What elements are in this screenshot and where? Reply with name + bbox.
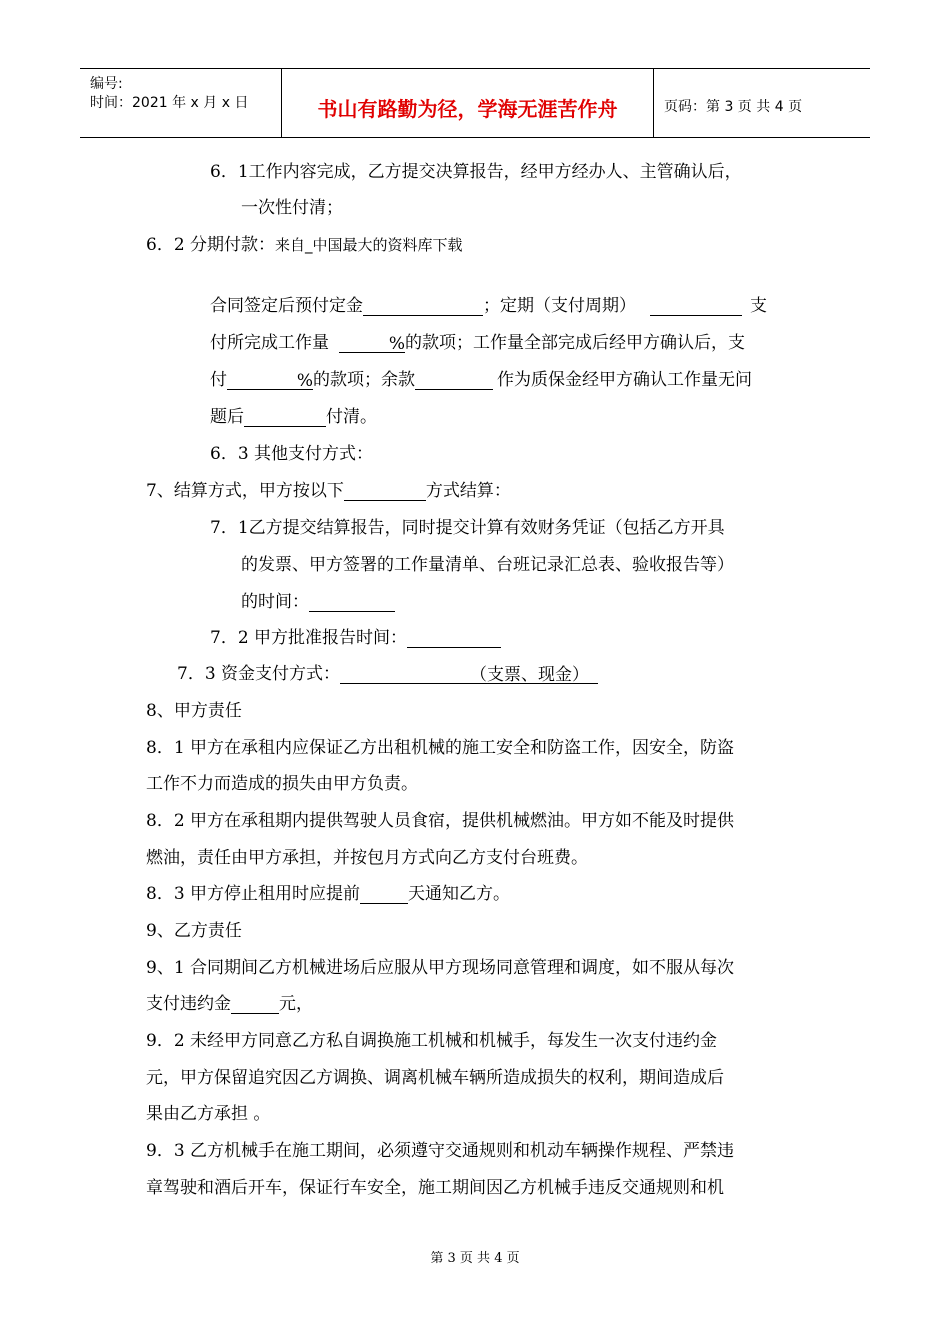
clause-9-3-line-2: 章驾驶和酒后开车，保证行车安全，施工期间因乙方机械手违反交通规则和机 [146,1178,724,1198]
time-blank [309,593,395,612]
penalty-suffix: 元， [279,994,313,1014]
clause-8-3 [146,884,510,904]
clause-7-1-line-2: 的发票、甲方签署的工作量清单、台班记录汇总表、验收报告等） [241,555,734,575]
header-motto-cell [282,69,654,137]
clause-6-2-heading [146,235,463,255]
clause-7-3 [177,664,598,684]
balance-text: 的款项；余款 [313,370,415,390]
settlement-text: 7、结算方式，甲方按以下 [146,481,344,501]
warranty-text: 作为质保金经甲方确认工作量无问 [497,370,752,390]
penalty-text: 支付违约金 [146,994,231,1014]
clause-7-2 [210,628,501,648]
clause-6-1-line-2: 一次性付清； [241,198,343,218]
clause-6-2-line-1 [210,296,767,316]
notice-text: 8．3 甲方停止租用时应提前 [146,884,361,904]
workload-text: 付所完成工作量 [210,333,329,353]
percent-sign: % [388,334,405,354]
clause-6-2-line-3 [210,370,752,390]
clause-9-1-line-2 [146,994,313,1014]
motto-text: 书山有路勤为径，学海无涯苦作舟 [317,97,618,121]
document-number-label: 编号: [90,76,123,92]
clause-8-1-line-2: 工作不力而造成的损失由甲方负责。 [146,774,418,794]
notice-suffix: 天通知乙方。 [408,884,511,904]
clause-7-1-line-3 [241,592,395,612]
clause-7-heading [146,481,511,501]
workload-percent-blank [339,334,405,353]
clause-7-1-line-1: 7．1乙方提交结算报告，同时提交计算有效财务凭证（包括乙方开具 [210,518,725,538]
clause-9-2-line-3: 果由乙方承担 。 [146,1104,271,1124]
header-page-number: 页码：第 3 页 共 4 页 [664,99,803,115]
clause-9-2-line-2: 元，甲方保留追究因乙方调换、调离机械车辆所造成损失的权利，期间造成后 [146,1068,724,1088]
clause-6-2-line-4 [210,407,377,427]
fund-method-blank [340,665,598,684]
approval-blank [407,629,501,648]
balance-blank [415,371,493,390]
clause-9-1-line-1: 9、1 合同期间乙方机械进场后应服从甲方现场同意管理和调度，如不服从每次 [146,958,735,978]
page-header [80,68,870,138]
fund-method-text: 7．3 资金支付方式： [177,664,341,684]
clause-6-1-line-1: 6．1工作内容完成，乙方提交决算报告，经甲方经办人、主管确认后， [210,162,742,182]
clause-8-2-line-1: 8．2 甲方在承租期内提供驾驶人员食宿，提供机械燃油。甲方如不能及时提供 [146,811,735,831]
header-meta-cell [80,69,282,137]
approval-text: 7．2 甲方批准报告时间： [210,628,408,648]
penalty-blank [231,995,279,1014]
settle-blank [244,408,326,427]
clause-9-3-line-1: 9．3 乙方机械手在施工期间，必须遵守交通规则和机动车辆操作规程、严禁违 [146,1141,735,1161]
settle-text: 付清。 [326,407,377,427]
pay-text: 支 [750,296,767,316]
time-text: 的时间： [241,592,309,612]
notice-days-blank [360,885,408,904]
payment-text: 的款项；工作量全部完成后经甲方确认后，支 [405,333,745,353]
settlement-blank [344,482,426,501]
settlement-suffix: 方式结算： [425,481,511,501]
source-note: 来自_中国最大的资料库下载 [275,236,463,254]
clause-6-2-label: 6．2 分期付款： [146,235,276,255]
final-percent-blank [227,371,313,390]
clause-8-2-line-2: 燃油，责任由甲方承担，并按包月方式向乙方支付台班费。 [146,848,588,868]
pay-prefix: 付 [210,370,227,390]
percent-sign: % [296,371,313,391]
clause-6-3: 6．3 其他支付方式： [210,444,374,464]
after-text: 题后 [210,407,244,427]
clause-9-heading: 9、乙方责任 [146,921,242,941]
clause-6-2-line-2 [210,333,745,353]
clause-8-heading: 8、甲方责任 [146,701,242,721]
document-date-label: 时间：2021 年 x 月 x 日 [90,95,249,111]
clause-8-1-line-1: 8．1 甲方在承租内应保证乙方出租机械的施工安全和防盗工作，因安全，防盗 [146,738,735,758]
fund-method-options: （支票、现金） [470,665,590,685]
deposit-text: 合同签定后预付定金 [210,296,363,316]
period-text: ；定期（支付周期） [483,296,636,316]
clause-9-2-line-1: 9．2 未经甲方同意乙方私自调换施工机械和机械手，每发生一次支付违约金 [146,1031,718,1051]
page-footer: 第 3 页 共 4 页 [430,1251,520,1266]
header-page-cell [654,69,870,137]
period-blank [650,297,742,316]
deposit-blank [363,297,483,316]
